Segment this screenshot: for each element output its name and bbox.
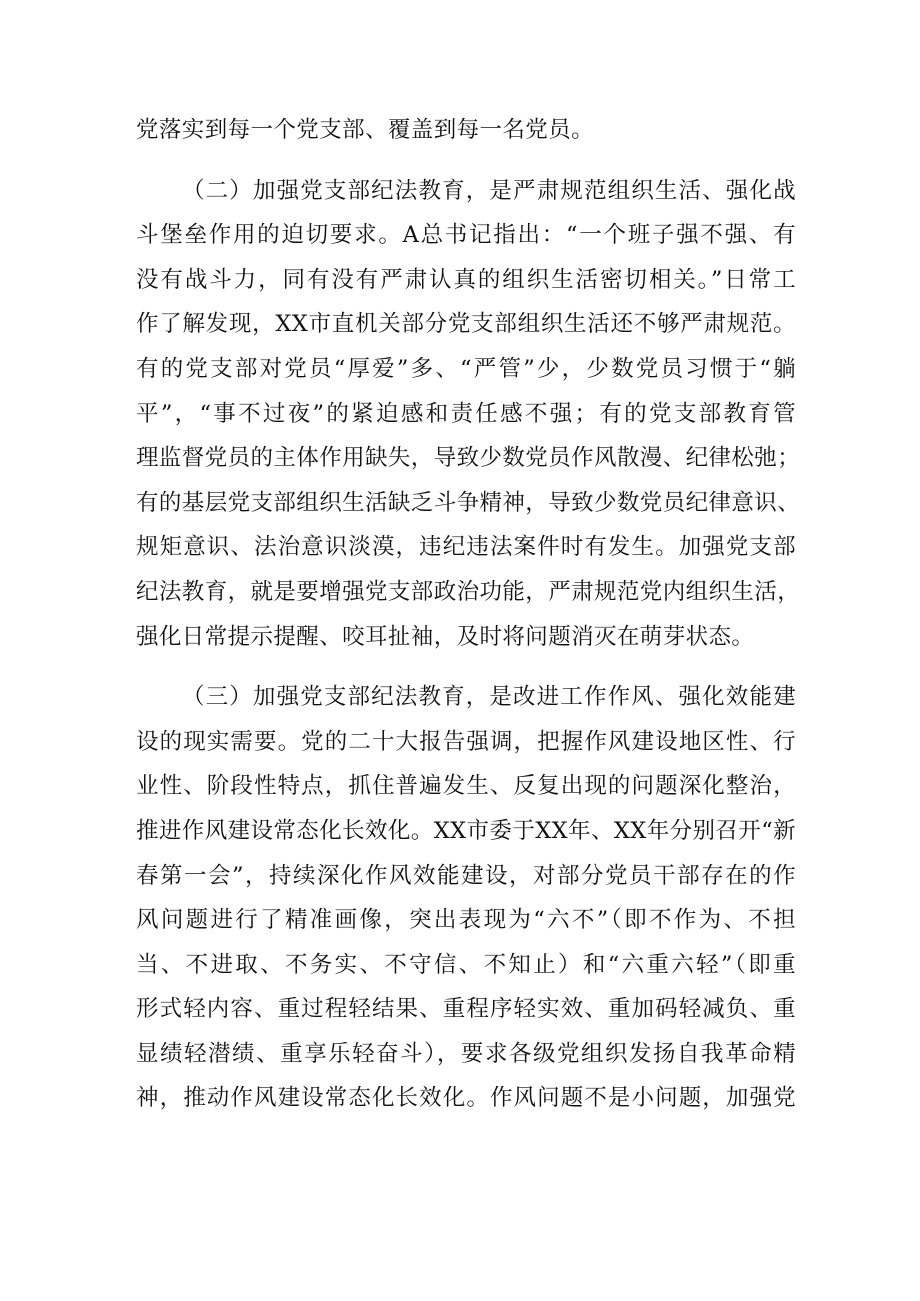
paragraph-line: （二）加强党支部纪法教育，是严肃规范组织生活、强化战 [182,177,796,204]
document-body [136,108,801,1121]
paragraph-line: （三）加强党支部纪法教育，是改进工作作风、强化效能建 [182,684,796,711]
paragraph-line: 作了解发现，XX市直机关部分党支部组织生活还不够严肃规范。 [136,311,796,338]
paragraph-line: 当、不进取、不务实、不守信、不知止）和“六重六轻”（即重 [136,951,796,978]
paragraph-line: 风问题进行了精准画像，突出表现为“六不”（即不作为、不担 [136,907,796,934]
paragraph-line: 没有战斗力，同有没有严肃认真的组织生活密切相关。”日常工 [136,266,796,293]
paragraph-line: 设的现实需要。党的二十大报告强调，把握作风建设地区性、行 [136,728,796,755]
paragraph-line: 强化日常提示提醒、咬耳扯袖，及时将问题消灭在萌芽状态。 [136,623,755,650]
paragraph-line: 有的基层党支部组织生活缺乏斗争精神，导致少数党员纪律意识、 [136,489,801,516]
paragraph-line: 纪法教育，就是要增强党支部政治功能，严肃规范党内组织生活， [136,578,801,605]
paragraph-line: 斗堡垒作用的迫切要求。A总书记指出：“一个班子强不强、有 [136,222,796,249]
paragraph-line: 平”，“事不过夜”的紧迫感和责任感不强；有的党支部教育管 [136,400,796,427]
paragraph-line: 显绩轻潜绩、重享乐轻奋斗），要求各级党组织发扬自我革命精 [136,1040,796,1067]
paragraph-line: 理监督党员的主体作用缺失，导致少数党员作风散漫、纪律松弛； [136,445,801,472]
paragraph-3 [136,675,796,1121]
paragraph-line: 推进作风建设常态化长效化。XX市委于XX年、XX年分别召开“新 [136,817,797,844]
paragraph-line: 有的党支部对党员“厚爱”多、“严管”少，少数党员习惯于“躺 [136,355,796,382]
paragraph-line: 规矩意识、法治意识淡漠，违纪违法案件时有发生。加强党支部 [136,534,796,561]
paragraph-line: 神，推动作风建设常态化长效化。作风问题不是小问题，加强党 [136,1085,796,1112]
paragraph-line: 春第一会”，持续深化作风效能建设，对部分党员干部存在的作 [136,862,796,889]
paragraph-line: 形式轻内容、重过程轻结果、重程序轻实效、重加码轻减负、重 [136,996,796,1023]
paragraph-line: 党落实到每一个党支部、覆盖到每一名党员。 [136,117,595,143]
paragraph-line: 业性、阶段性特点，抓住普遍发生、反复出现的问题深化整治， [136,773,796,800]
paragraph-1 [136,108,796,153]
paragraph-2 [136,169,801,660]
